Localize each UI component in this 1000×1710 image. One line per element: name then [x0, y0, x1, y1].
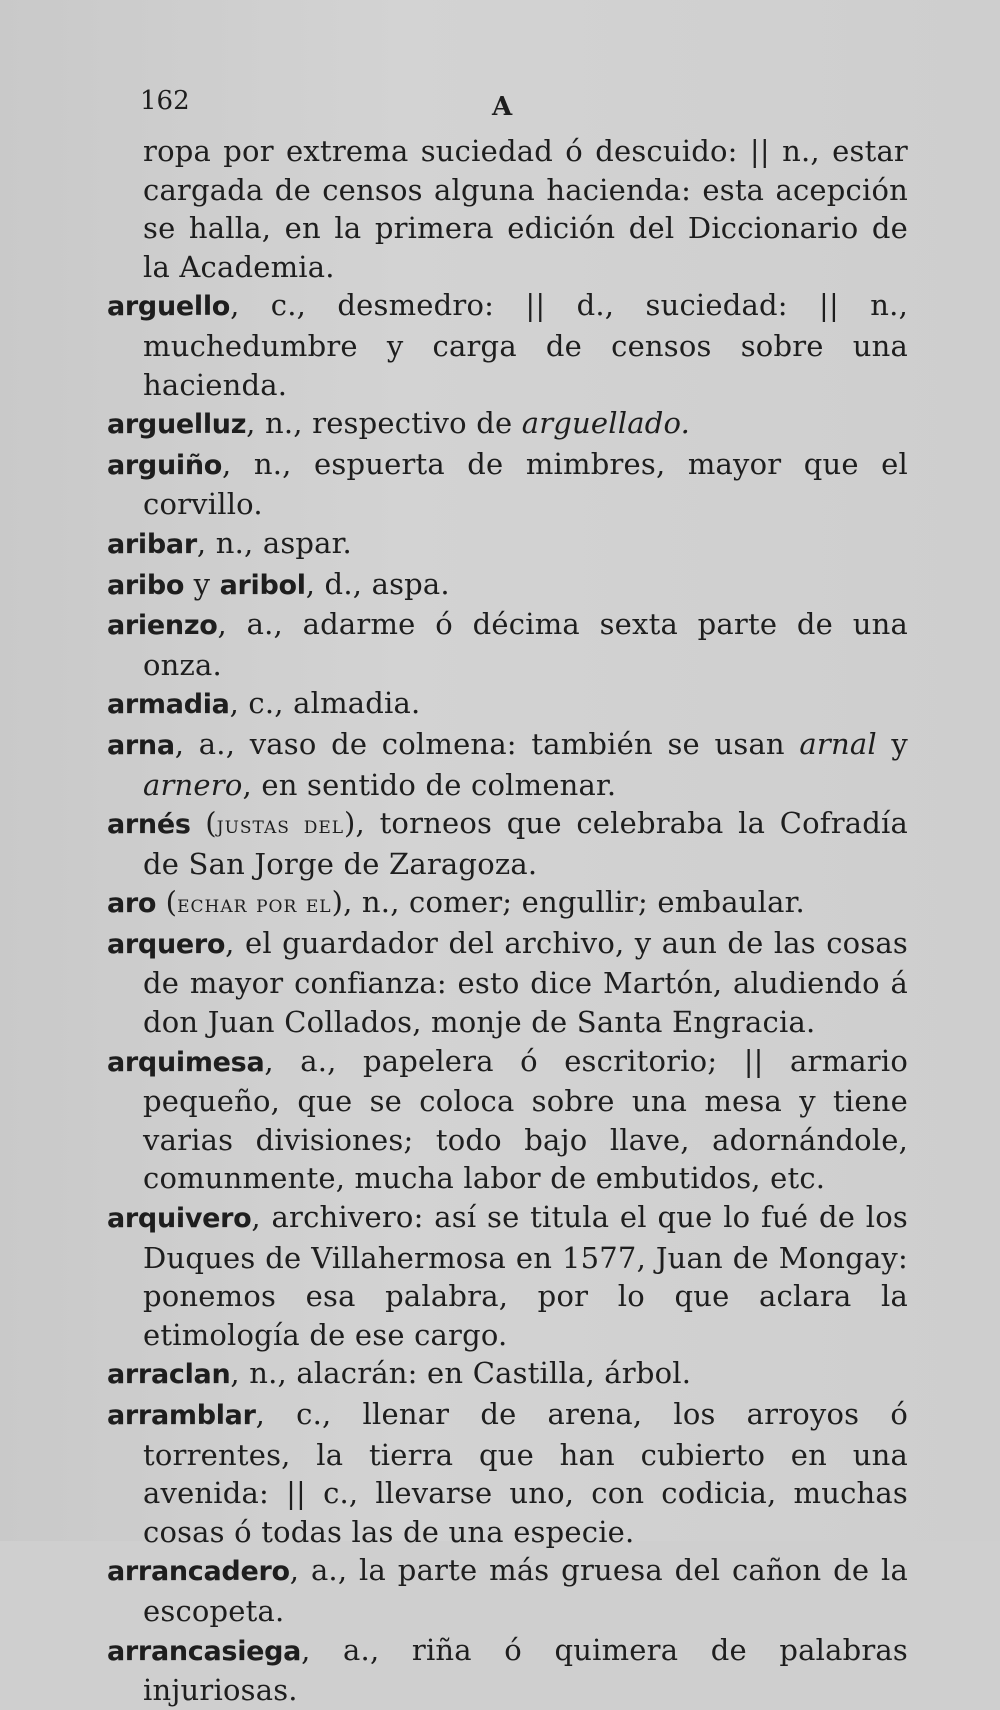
definition-text: , d., aspa. — [305, 566, 450, 601]
definition-text: , c., desmedro: || d., suciedad: || n., muchedumbre y carga de censos sobre una hacienda. — [143, 288, 908, 402]
running-head — [107, 86, 908, 132]
dictionary-entry-arquivero — [107, 1198, 908, 1354]
definition-text: y — [184, 566, 220, 601]
headword: arnés — [107, 809, 191, 841]
definition-text: , n., respectivo de — [246, 406, 522, 441]
dictionary-entry-arienzo — [107, 605, 908, 684]
headword: arguello — [107, 291, 231, 323]
headword: aribol — [219, 569, 306, 601]
headword: arramblar — [107, 1400, 256, 1431]
dictionary-entry-arrancadero — [107, 1551, 908, 1630]
dictionary-entry-aribo — [107, 565, 908, 606]
headword: arna — [107, 729, 175, 761]
definition-text: , n., alacrán: en Castilla, árbol. — [230, 1356, 692, 1391]
dictionary-entry-arnes — [107, 804, 908, 883]
headword: arienzo — [107, 610, 218, 642]
dictionary-entry-arquero — [107, 924, 908, 1042]
dictionary-entry-arquimesa — [107, 1042, 908, 1198]
definition-text: , a., la parte más gruesa del cañon de la escopeta. — [143, 1553, 908, 1628]
definition-text: , n., aspar. — [196, 525, 352, 560]
definition-text: , n., espuerta de mimbres, mayor que el corvillo. — [143, 446, 908, 522]
headword: armadia — [107, 689, 230, 721]
headword: aribo — [107, 569, 185, 601]
definition-text: ( — [156, 885, 178, 920]
dictionary-entry-arrancasiega — [107, 1631, 908, 1710]
definition-text: , archivero: así se titula el que lo fué de los Duques de Villahermosa en 1577, Juan de Mongay: ponemos esa palabra, por lo que aclara la etimología de ese cargo. — [143, 1200, 908, 1352]
definition-text: ( — [190, 806, 217, 841]
small-caps-phrase: echar por el — [177, 890, 332, 919]
definition-text: ropa por extrema suciedad ó descuido: || n., estar cargada de censos alguna hacienda: esta acepción se halla, en la primera edición del Diccionario de la Academia. — [143, 134, 908, 284]
italic-term: arnal — [799, 726, 877, 761]
small-caps-phrase: justas del — [216, 811, 345, 840]
definition-text: ), n., comer; engullir; embaular. — [331, 885, 805, 920]
headword: arrancadero — [107, 1556, 290, 1588]
dictionary-entry-arguino — [107, 445, 908, 524]
headword: aribar — [107, 528, 197, 560]
definition-text: , en sentido de colmenar. — [242, 767, 617, 802]
dictionary-entry-carryover — [107, 132, 908, 286]
dictionary-entry-armadia — [107, 684, 908, 725]
dictionary-entry-arramblar — [107, 1395, 908, 1551]
italic-term: arguellado. — [521, 406, 691, 441]
italic-term: arnero — [143, 767, 243, 802]
headword: arquero — [107, 928, 226, 960]
headword: arguelluz — [107, 409, 247, 441]
dictionary-entry-aribar — [107, 524, 908, 565]
headword: aro — [107, 888, 157, 920]
headword: arrancasiega — [107, 1635, 302, 1667]
headword: arquivero — [107, 1203, 252, 1235]
definition-text: y — [876, 726, 908, 761]
definition-text: , c., llenar de arena, los arroyos ó torrentes, la tierra que han cubierto en una avenida: || c., llevarse uno, con codicia, muchas cosas ó todas las de una especie. — [143, 1397, 908, 1549]
definition-text: , el guardador del archivo, y aun de las cosas de mayor confianza: esto dice Martón, aludiendo á don Juan Collados, monje de Santa Engracia. — [143, 925, 908, 1040]
dictionary-entry-arguello — [107, 286, 908, 404]
definition-text: , a., riña ó quimera de palabras injuriosas. — [143, 1632, 908, 1708]
definition-text: , a., vaso de colmena: también se usan — [174, 726, 800, 761]
dictionary-entry-arguelluz — [107, 404, 908, 445]
definition-text: , a., adarme ó décima sexta parte de una onza. — [143, 607, 908, 682]
definition-text: ), torneos que celebraba la Cofradía de San Jorge de Zaragoza. — [143, 806, 908, 881]
dictionary-entry-arna — [107, 725, 908, 804]
headword: arguiño — [107, 449, 223, 481]
definition-text: , c., almadia. — [229, 686, 421, 721]
dictionary-entries — [107, 132, 908, 1710]
headword: arraclan — [107, 1359, 231, 1391]
page-number: 162 — [140, 86, 190, 116]
dictionary-entry-arraclan — [107, 1354, 908, 1395]
headword: arquimesa — [107, 1046, 265, 1078]
dictionary-entry-aro — [107, 883, 908, 924]
definition-text: , a., papelera ó escritorio; || armario pequeño, que se coloca sobre una mesa y tiene varias divisiones; todo bajo llave, adornándole, comunmente, mucha labor de embutidos, etc. — [143, 1043, 908, 1196]
section-letter: A — [492, 92, 513, 122]
